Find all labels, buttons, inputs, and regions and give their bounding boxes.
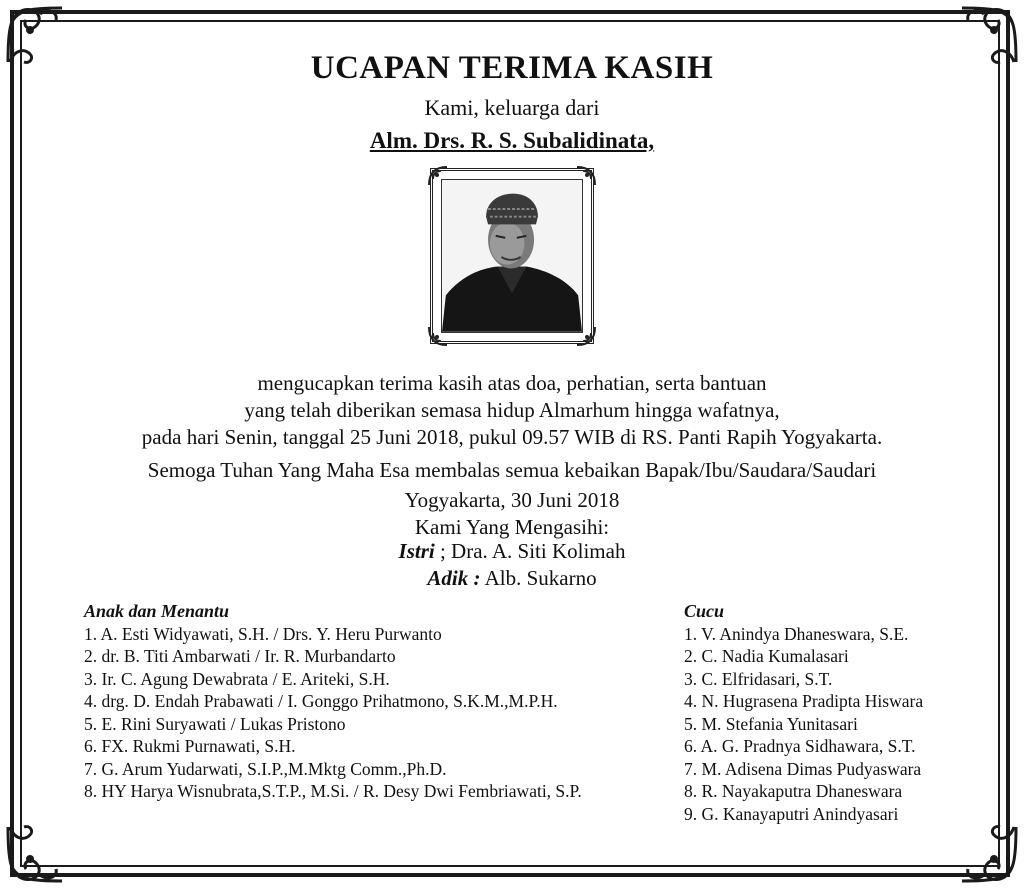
corner-ornament-icon [954, 819, 1024, 889]
message-line: mengucapkan terima kasih atas doa, perhatian, serta bantuan [257, 371, 767, 395]
sibling-label: Adik : [427, 566, 481, 590]
deceased-name: Alm. Drs. R. S. Subalidinata, [369, 128, 655, 153]
sibling-line [0, 564, 1024, 592]
message-line: Semoga Tuhan Yang Maha Esa membalas semua kebaikan Bapak/Ibu/Saudara/Saudari [147, 458, 877, 482]
grandchildren-list [684, 600, 923, 825]
list-item: 5. M. Stefania Yunitasari [684, 713, 858, 734]
list-item: 3. Ir. C. Agung Dewabrata / E. Ariteki, S.H. [84, 668, 390, 689]
list-item: 7. M. Adisena Dimas Pudyaswara [684, 758, 922, 779]
page-title: UCAPAN TERIMA KASIH [310, 50, 714, 86]
place-date: Yogyakarta, 30 Juni 2018 [404, 488, 620, 512]
sibling-name: Alb. Sukarno [480, 566, 597, 590]
portrait-frame [430, 168, 594, 344]
list-item: 4. N. Hugrasena Pradipta Hiswara [684, 691, 924, 711]
message-line: yang telah diberikan semasa hidup Almarhum hingga wafatnya, [244, 398, 780, 422]
list-item: 9. G. Kanayaputri Anindyasari [684, 803, 899, 824]
signoff: Kami Yang Mengasihi: [414, 515, 610, 539]
list-item: 3. C. Elfridasari, S.T. [684, 668, 833, 689]
list-item: 2. dr. B. Titi Ambarwati / Ir. R. Murbandarto [84, 646, 396, 666]
intro-text: Kami, keluarga dari [424, 95, 600, 120]
grandchildren-heading: Cucu [684, 601, 725, 621]
list-item: 8. R. Nayakaputra Dhaneswara [684, 781, 903, 801]
wife-line [0, 537, 1024, 565]
list-item: 7. G. Arum Yudarwati, S.I.P.,M.Mktg Comm.,Ph.D. [84, 758, 447, 779]
list-item: 1. V. Anindya Dhaneswara, S.E. [684, 623, 909, 644]
children-list [84, 600, 582, 803]
list-item: 4. drg. D. Endah Prabawati / I. Gonggo Prihatmono, S.K.M.,M.P.H. [84, 691, 558, 711]
portrait-photo [442, 180, 582, 332]
list-item: 6. A. G. Pradnya Sidhawara, S.T. [684, 736, 916, 756]
list-item: 2. C. Nadia Kumalasari [684, 646, 849, 666]
corner-ornament-icon [0, 819, 70, 889]
list-item: 5. E. Rini Suryawati / Lukas Pristono [84, 713, 346, 734]
wife-label: Istri [398, 539, 435, 563]
wife-separator: ; [434, 539, 452, 563]
list-item: 8. HY Harya Wisnubrata,S.T.P., M.Si. / R. Desy Dwi Fembriawati, S.P. [84, 781, 582, 801]
message-line: pada hari Senin, tanggal 25 Juni 2018, pukul 09.57 WIB di RS. Panti Rapih Yogyakarta. [141, 425, 883, 449]
list-item: 6. FX. Rukmi Purnawati, S.H. [84, 736, 296, 756]
children-heading: Anak dan Menantu [84, 601, 230, 621]
list-item: 1. A. Esti Widyawati, S.H. / Drs. Y. Heru Purwanto [84, 623, 442, 644]
wife-name: Dra. A. Siti Kolimah [451, 539, 626, 563]
